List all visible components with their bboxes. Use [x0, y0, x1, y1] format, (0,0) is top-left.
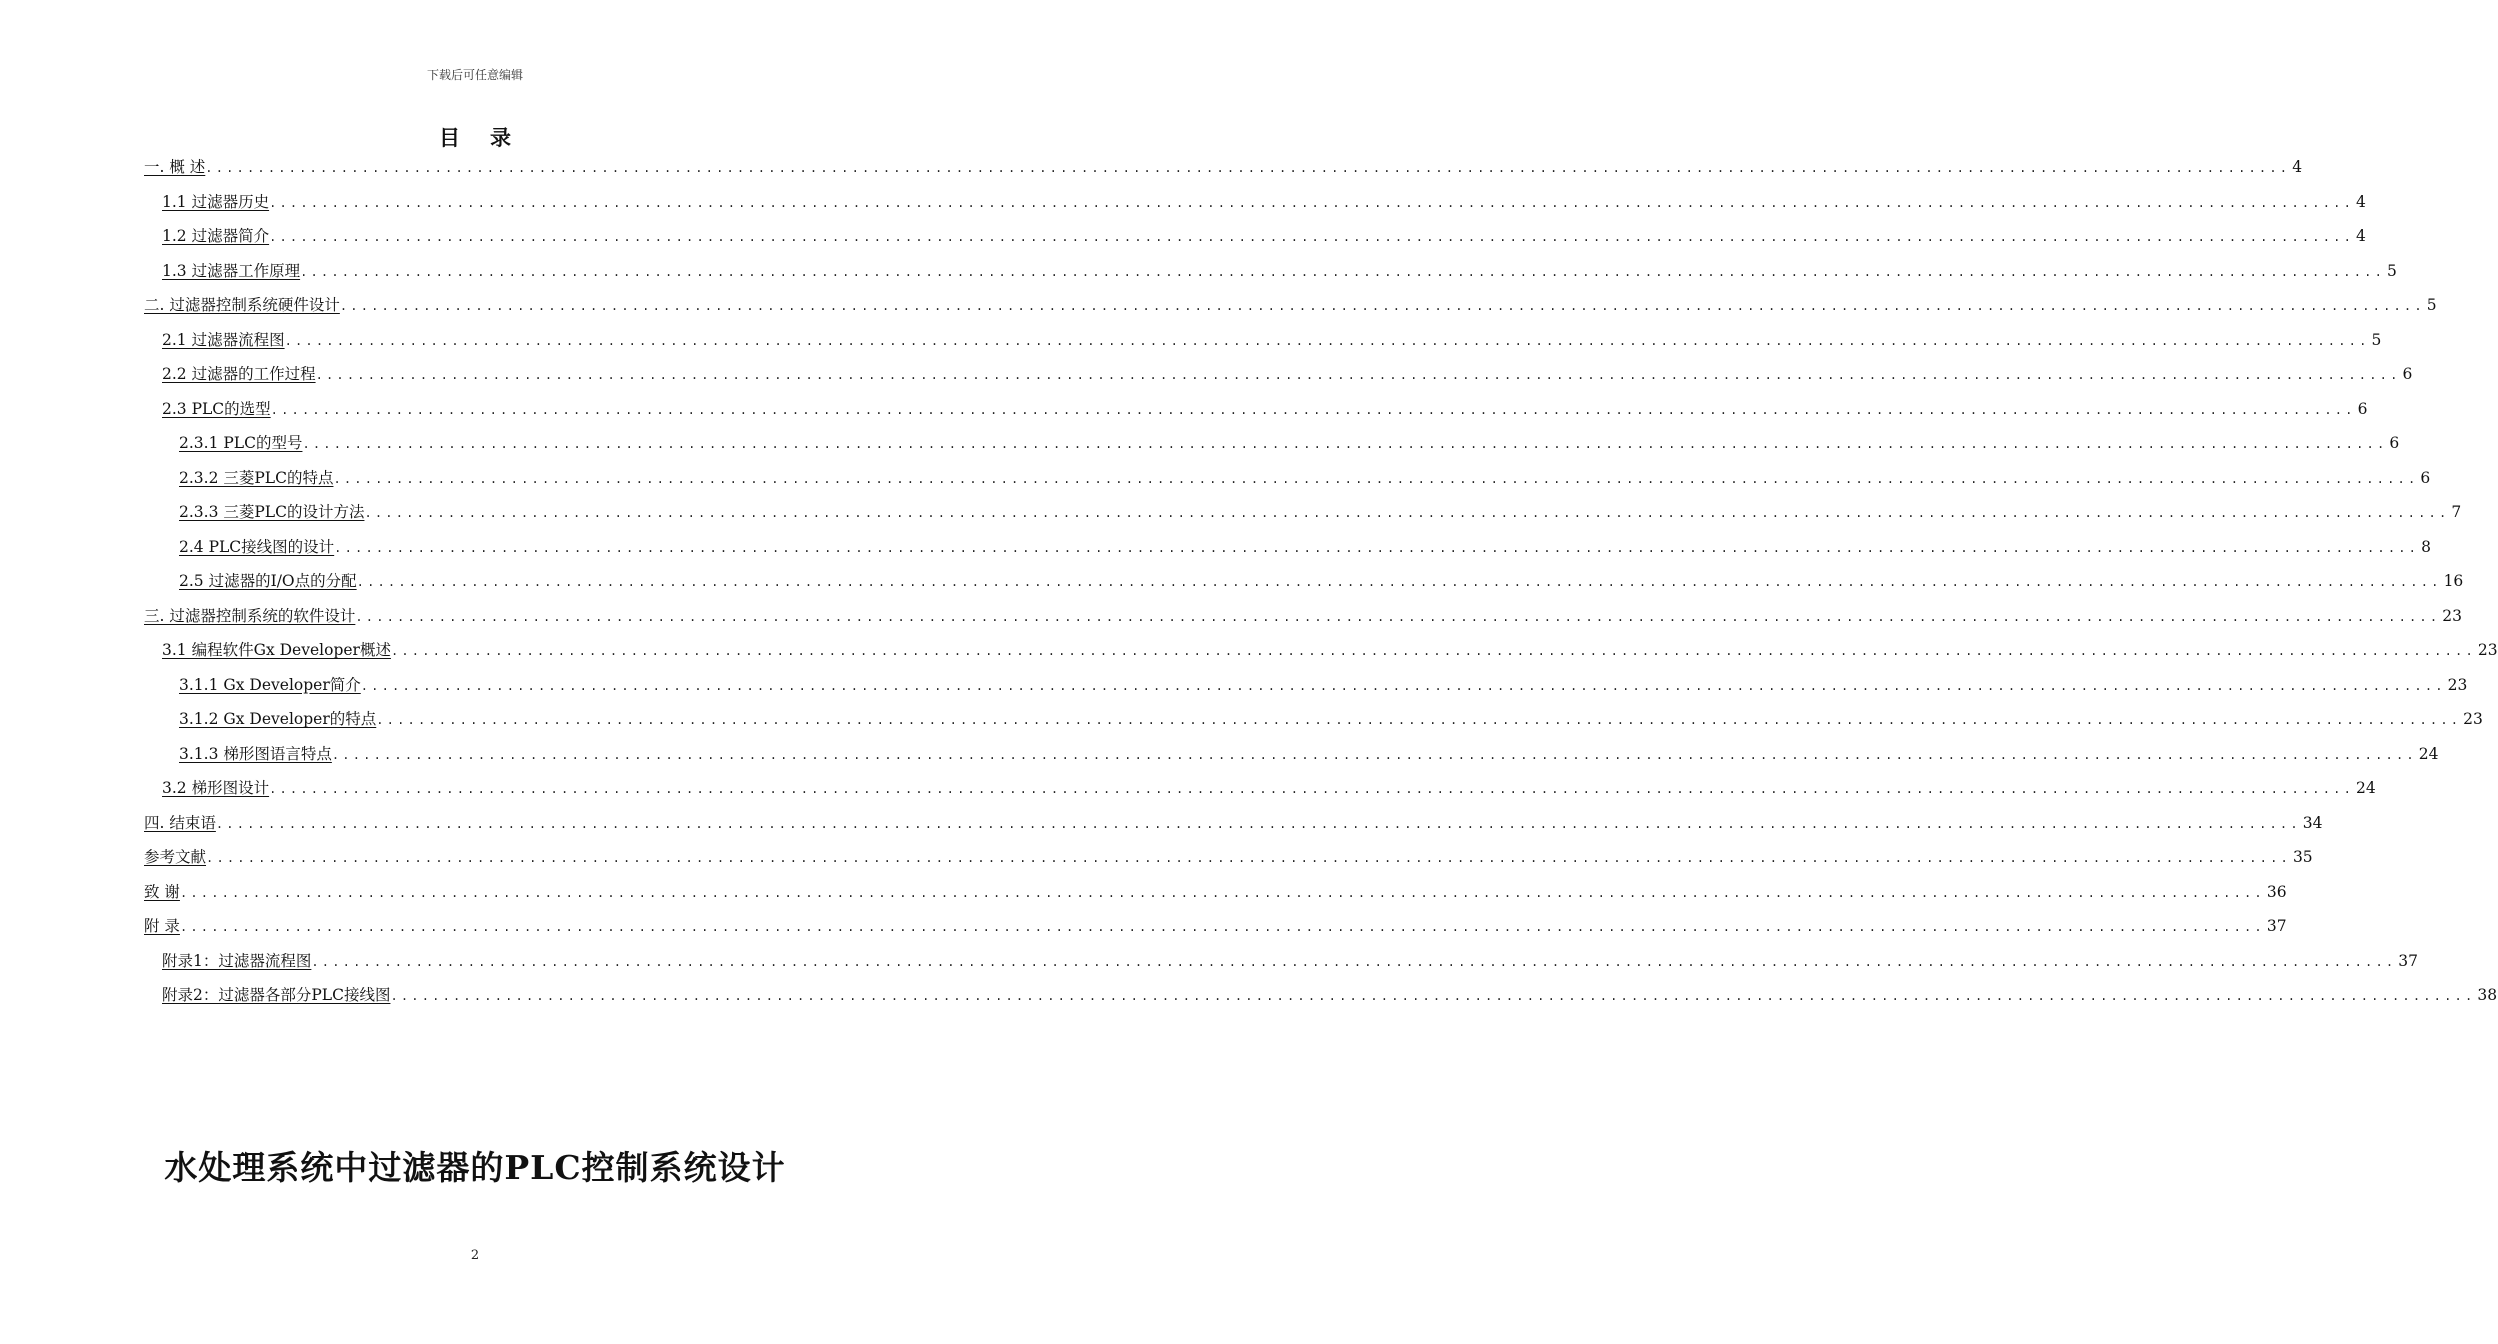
- toc-entry[interactable]: [144, 771, 2376, 806]
- toc-dot-leader: ........................................................................................................................................................................................................: [269, 230, 2354, 244]
- toc-entry[interactable]: [144, 495, 2462, 530]
- toc-entry-page: 24: [2356, 779, 2376, 797]
- toc-dot-leader: ........................................................................................................................................................................................................: [364, 506, 2450, 520]
- toc-entry[interactable]: [144, 323, 2382, 358]
- toc-entry-page: 5: [2371, 330, 2382, 349]
- toc-entry[interactable]: [144, 150, 2303, 185]
- toc-entry-label[interactable]: 3.1 编程软件Gx Developer概述: [162, 641, 391, 659]
- toc-entry-page: 6: [2420, 468, 2431, 487]
- toc-entry-page: 37: [2398, 951, 2419, 970]
- toc-entry-page: 38: [2477, 986, 2498, 1004]
- toc-dot-leader: ........................................................................................................................................................................................................: [356, 575, 2442, 589]
- toc-entry-page: 35: [2292, 848, 2313, 866]
- toc-entry-page: 36: [2266, 882, 2287, 901]
- toc-entry[interactable]: [144, 254, 2397, 289]
- toc-entry-label[interactable]: 二. 过滤器控制系统硬件设计: [144, 296, 340, 314]
- toc-entry-label[interactable]: 2.1 过滤器流程图: [162, 330, 285, 349]
- toc-entry[interactable]: [144, 840, 2313, 875]
- header-note: 下载后可任意编辑: [426, 68, 523, 82]
- toc-entry-label[interactable]: 2.3.1 PLC的型号: [179, 434, 303, 452]
- toc-entry-label[interactable]: 附录1：过滤器流程图: [162, 951, 312, 970]
- toc-dot-leader: ........................................................................................................................................................................................................: [355, 609, 2441, 624]
- toc-entry-page: 4: [2292, 158, 2303, 176]
- toc-entry-page: 5: [2387, 261, 2397, 280]
- toc-entry-label[interactable]: 3.1.1 Gx Developer简介: [179, 675, 361, 694]
- toc-dot-leader: ........................................................................................................................................................................................................: [269, 782, 2354, 796]
- toc-entry-label[interactable]: 2.5 过滤器的I/O点的分配: [179, 572, 357, 590]
- toc-dot-leader: ........................................................................................................................................................................................................: [179, 885, 2265, 900]
- toc-dot-leader: ........................................................................................................................................................................................................: [179, 920, 2265, 934]
- toc-entry-page: 34: [2302, 813, 2323, 832]
- toc-entry-page: 23: [2477, 641, 2498, 659]
- toc-entry-page: 16: [2443, 572, 2464, 590]
- toc-entry[interactable]: [144, 185, 2366, 220]
- toc-entry-page: 24: [2418, 744, 2439, 763]
- toc-entry-page: 5: [2426, 296, 2437, 314]
- toc-entry[interactable]: [144, 668, 2468, 703]
- toc-entry[interactable]: [144, 909, 2287, 944]
- toc-entry-label[interactable]: 3.1.3 梯形图语言特点: [179, 744, 332, 763]
- table-of-contents: [144, 150, 2498, 1013]
- toc-entry[interactable]: [144, 633, 2498, 668]
- toc-dot-leader: ........................................................................................................................................................................................................: [390, 989, 2476, 1003]
- toc-dot-leader: ........................................................................................................................................................................................................: [205, 161, 2291, 175]
- toc-entry-label[interactable]: 2.3.2 三菱PLC的特点: [179, 468, 334, 487]
- toc-entry-label[interactable]: 2.3 PLC的选型: [162, 399, 271, 418]
- toc-entry[interactable]: [144, 392, 2368, 427]
- toc-entry[interactable]: [144, 530, 2431, 565]
- toc-dot-leader: ........................................................................................................................................................................................................: [376, 713, 2462, 727]
- toc-entry-label[interactable]: 2.3.3 三菱PLC的设计方法: [179, 503, 365, 521]
- toc-entry-page: 23: [2463, 710, 2483, 728]
- toc-entry-label[interactable]: 2.4 PLC接线图的设计: [179, 537, 335, 556]
- toc-dot-leader: ........................................................................................................................................................................................................: [300, 264, 2385, 279]
- toc-entry-label[interactable]: 致 谢: [144, 882, 180, 901]
- toc-dot-leader: ........................................................................................................................................................................................................: [390, 644, 2476, 658]
- toc-dot-leader: ........................................................................................................................................................................................................: [315, 368, 2401, 382]
- toc-dot-leader: ........................................................................................................................................................................................................: [302, 437, 2388, 451]
- toc-entry-page: 6: [2402, 365, 2413, 383]
- toc-entry[interactable]: [144, 426, 2400, 461]
- toc-dot-leader: ........................................................................................................................................................................................................: [215, 816, 2301, 831]
- toc-entry-label[interactable]: 1.2 过滤器简介: [162, 227, 270, 245]
- toc-entry-label[interactable]: 1.3 过滤器工作原理: [162, 261, 301, 280]
- toc-dot-leader: ........................................................................................................................................................................................................: [339, 299, 2425, 313]
- toc-entry-page: 23: [2447, 675, 2468, 694]
- toc-entry-page: 4: [2356, 192, 2366, 211]
- toc-entry[interactable]: [144, 219, 2366, 254]
- toc-dot-leader: ........................................................................................................................................................................................................: [311, 954, 2397, 969]
- toc-dot-leader: ........................................................................................................................................................................................................: [334, 540, 2420, 555]
- document-title: 水处理系统中过滤器的PLC控制系统设计: [164, 1148, 786, 1187]
- toc-dot-leader: ........................................................................................................................................................................................................: [206, 851, 2291, 865]
- toc-entry-page: 8: [2421, 537, 2431, 556]
- toc-dot-leader: ........................................................................................................................................................................................................: [333, 471, 2419, 486]
- toc-entry-page: 6: [2389, 434, 2400, 452]
- toc-entry[interactable]: [144, 875, 2287, 910]
- toc-entry-label[interactable]: 附 录: [144, 917, 180, 935]
- toc-entry-label[interactable]: 参考文献: [144, 848, 207, 866]
- toc-entry[interactable]: [144, 806, 2323, 841]
- toc-entry-label[interactable]: 四. 结束语: [144, 813, 216, 832]
- toc-entry-label[interactable]: 1.1 过滤器历史: [162, 192, 270, 211]
- toc-entry[interactable]: [144, 978, 2498, 1013]
- toc-entry-label[interactable]: 一. 概 述: [144, 158, 206, 176]
- toc-title: 目录: [439, 125, 541, 150]
- toc-entry[interactable]: [144, 461, 2431, 496]
- toc-dot-leader: ........................................................................................................................................................................................................: [270, 402, 2356, 417]
- toc-entry[interactable]: [144, 357, 2413, 392]
- toc-entry-page: 7: [2451, 503, 2462, 521]
- toc-entry[interactable]: [144, 599, 2463, 634]
- toc-dot-leader: ........................................................................................................................................................................................................: [360, 678, 2446, 693]
- toc-entry-label[interactable]: 3.1.2 Gx Developer的特点: [179, 710, 377, 728]
- toc-dot-leader: ........................................................................................................................................................................................................: [269, 195, 2354, 210]
- page-number: 2: [470, 1248, 480, 1263]
- toc-entry[interactable]: [144, 288, 2437, 323]
- toc-entry-label[interactable]: 三. 过滤器控制系统的软件设计: [144, 606, 356, 625]
- toc-entry-page: 23: [2442, 606, 2463, 625]
- toc-entry-label[interactable]: 2.2 过滤器的工作过程: [162, 365, 316, 383]
- toc-entry[interactable]: [144, 737, 2439, 772]
- toc-entry-page: 6: [2357, 399, 2368, 418]
- toc-entry[interactable]: [144, 702, 2483, 737]
- toc-entry-label[interactable]: 3.2 梯形图设计: [162, 779, 270, 797]
- toc-entry[interactable]: [144, 944, 2419, 979]
- toc-dot-leader: ........................................................................................................................................................................................................: [331, 747, 2417, 762]
- toc-dot-leader: ........................................................................................................................................................................................................: [284, 333, 2370, 348]
- toc-entry[interactable]: [144, 564, 2464, 599]
- toc-entry-page: 37: [2266, 917, 2287, 935]
- toc-entry-page: 4: [2356, 227, 2366, 245]
- toc-entry-label[interactable]: 附录2：过滤器各部分PLC接线图: [162, 986, 391, 1004]
